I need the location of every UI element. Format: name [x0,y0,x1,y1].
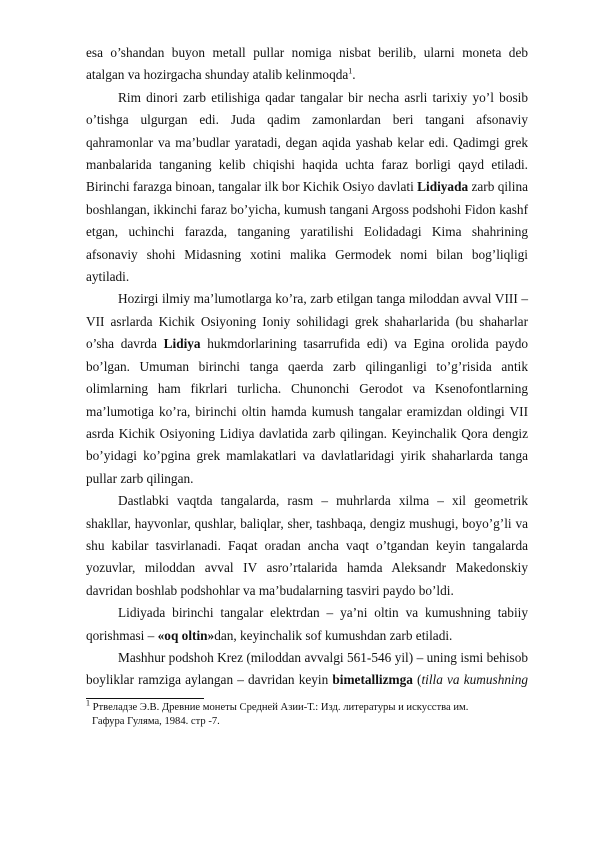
footnote [86,698,528,729]
paragraph-3 [86,288,528,490]
paragraph-1 [86,42,528,87]
paragraph-text: Mashhur podshoh Krez (miloddan avvalgi 561-546 yil) – uning ismi behisob boyliklar ramziga aylangan – davridan keyin [86,649,528,688]
paragraph-text: Rim dinori zarb etilishiga qadar tangalar bir necha asrli tarixiy yo’l bosib o’tishga ulgurgan edi. Juda qadim zamonlardan beri tangani afsonaviy qahramonlar va ma’budlar yaratadi, degan aqida yashab kelar edi. Qadimgi grek manbalarida tanganing kelib chiqishi haqida uchta faraz borligi qayd etiladi. Birinchi farazga binoan, tangalar ilk bor Kichik Osiyo davlati [86,89,528,195]
bold-term-lidiya: Lidiya [163,336,201,352]
paragraph-4 [86,490,528,602]
paragraph-5 [86,602,528,647]
paragraph-text: Lidiyada birinchi tangalar elektrdan – ya’ni oltin va kumushning tabiiy qorishmasi – [86,605,528,643]
bold-term-bimetallizm: bimetallizmga [332,672,413,688]
paragraph-2 [86,87,528,289]
paragraph-text: hukmdorlarining tasarrufida edi) va Egina orolida paydo bo’lgan. Umuman birinchi tanga qaerda zarb qilinganligi to’g’risida antik olimlarning ham fikrlari turlicha. Chunonchi Gerodot va Ksenofontlarning ma’lumotiga ko’ra, birinchi oltin hamda kumush tangalar eramizdan oldingi VII asrda Kichik Osiyoning Lidiya davlatida zarb qilingan. Keyinchalik Qora dengiz bo’yidagi ko’pgina grek mamlakatlari va davlatlaridagi yirik shaharlarda tanga pullar zarb qilingan. [86,336,528,486]
bold-term-lidiyada: Lidiyada [417,179,469,195]
footnote-mark: 1 [86,698,90,708]
bold-term-oq-oltin: «oq oltin» [157,627,215,643]
paragraph-6 [86,647,528,692]
paragraph-text: Hozirgi ilmiy ma’lumotlarga ko’ra, zarb etilgan tanga miloddan avval VIII – VII asrlarda Kichik Osiyoning Ioniy sohilidagi grek shaharlarida (bu shaharlar o’sha davrda [86,291,528,352]
paragraph-text: ( [412,672,422,688]
document-page [86,42,528,729]
paragraph-text: esa o’shandan buyon metall pullar nomiga nisbat berilib, ularni moneta deb atalgan va hozirgacha shunday atalib kelinmoqda [86,45,528,83]
footnote-separator [86,698,204,699]
paragraph-text: zarb qilina boshlangan, ikkinchi faraz bo’yicha, kumush tangani Argoss podshohi Fidon kashf etgan, uchinchi farazda, tanganing yaratilishi Eolidadagi Kima shahrining afsonaviy shohi Midasning xotini malika Germodek nomi bilan bog’liqligi aytiladi. [86,179,528,285]
paragraph-text: Dastlabki vaqtda tangalarda, rasm – muhrlarda xilma – xil geometrik shakllar, hayvonlar, qushlar, baliqlar, sher, tashbaqa, dengiz mushugi, boyo’g’li va shu kabilar tasvirlanadi. Faqat oradan ancha vaqt o’tgandan keyin tangalarda yozuvlar, miloddan avval IV asro’rtalarida hamda Aleksandr Makedonskiy davridan boshlab podshohlar va ma’budalarning tasviri paydo bo’ldi. [86,493,528,598]
paragraph-text: . [352,67,356,83]
paragraph-text: dan, keyinchalik sof kumushdan zarb etiladi. [214,627,453,643]
footnote-reference[interactable]: 1 [348,66,353,76]
footnote-text-continued: Гафура Гуляма, 1984. стр -7. [92,715,220,727]
italic-term: tilla va kumushning [421,672,528,688]
footnote-text: Ртвеладзе Э.В. Древние монеты Средней Азии-Т.: Изд. литературы и искусства им. [90,701,469,713]
